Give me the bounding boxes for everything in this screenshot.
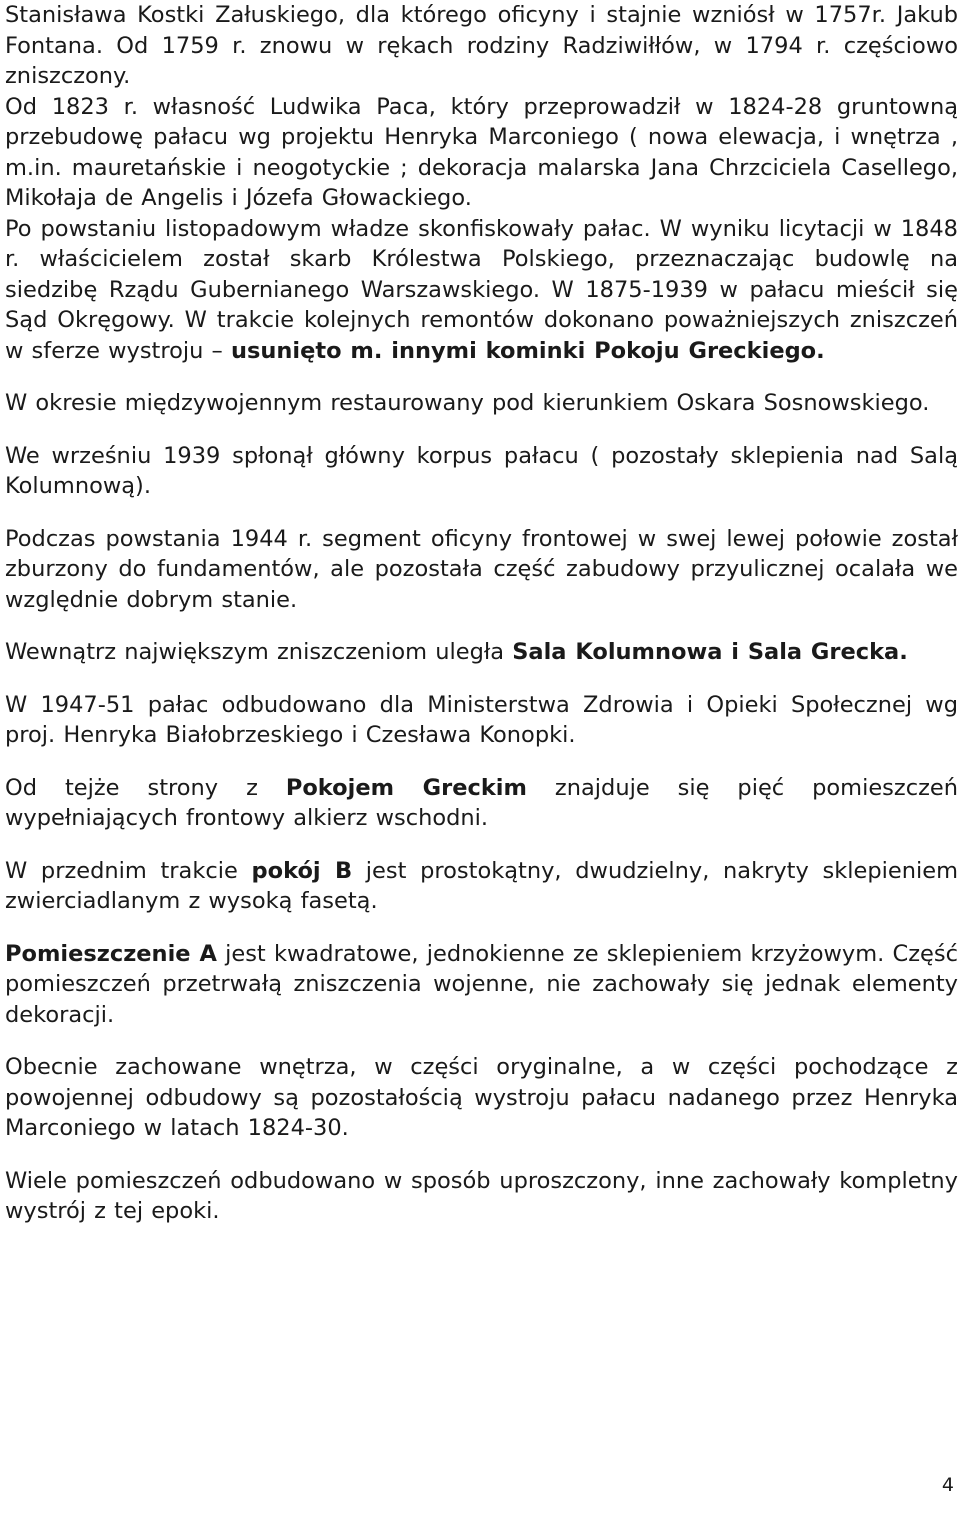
document-body (5, 0, 958, 1227)
bold-text: Sala Kolumnowa i Sala Grecka. (512, 639, 908, 665)
paragraph (5, 856, 958, 917)
text-run: Wewnątrz największym zniszczeniom uległa (5, 639, 513, 665)
paragraph-spacer (5, 1144, 958, 1166)
text-run: Od 1823 r. własność Ludwika Paca, który przeprowadził w 1824-28 gruntowną przebudowę pałacu wg projektu Henryka Marconiego ( nowa elewacja, i wnętrza , m.in. mauretańskie i neogotyckie ; dekoracja malarska Jana Chrzciciela Casellego, Mikołaja de Angelis i Józefa Głowackiego. (5, 93, 958, 211)
paragraph (5, 1052, 958, 1144)
text-run: Po powstaniu listopadowym władze skonfiskowały pałac. W wyniku licytacji w 1848 r. właścicielem został skarb Królestwa Polskiego, przeznaczając budowlę na siedzibę Rządu Gubernianego Warszawskiego. W 1875-1939 w pałacu mieścił się Sąd Okręgowy. W trakcie kolejnych remontów dokonano poważniejszych zniszczeń w sferze wystroju – (5, 215, 958, 364)
paragraph (5, 214, 958, 367)
paragraph-spacer (5, 917, 958, 939)
text-run: Podczas powstania 1944 r. segment oficyny frontowej w swej lewej połowie został zburzony do fundamentów, ale pozostała część zabudowy przyulicznej ocalała we względnie dobrym stanie. (5, 525, 958, 613)
paragraph-spacer (5, 419, 958, 441)
text-run: Od tejże strony z (5, 774, 286, 801)
paragraph (5, 92, 958, 214)
bold-text: pokój B (251, 857, 353, 884)
paragraph (5, 690, 958, 751)
text-run: Stanisława Kostki Załuskiego, dla którego oficyny i stajnie wzniósł w 1757r. Jakub Fontana. Od 1759 r. znowu w rękach rodziny Radziwiłłów, w 1794 r. częściowo zniszczony. (5, 2, 958, 89)
text-run: W 1947-51 pałac odbudowano dla Ministerstwa Zdrowia i Opieki Społecznej wg proj. Henryka Białobrzeskiego i Czesława Konopki. (5, 691, 958, 748)
document-page (5, 0, 958, 1227)
bold-text: Pokojem Greckim (285, 774, 527, 801)
page-number: 4 (941, 1474, 954, 1496)
text-run: znajduje się pięć pomieszczeń wypełniających frontowy alkierz wschodni. (5, 774, 958, 831)
paragraph (5, 939, 958, 1031)
text-run: W okresie międzywojennym restaurowany pod kierunkiem Oskara Sosnowskiego. (5, 390, 930, 416)
paragraph-spacer (5, 834, 958, 856)
paragraph-spacer (5, 366, 958, 388)
bold-text: usunięto m. innymi kominki Pokoju Greckiego. (230, 337, 825, 364)
text-run: W przednim trakcie (5, 857, 252, 884)
bold-text: Pomieszczenie A (5, 940, 217, 967)
paragraph-spacer (5, 502, 958, 524)
text-run: jest prostokątny, dwudzielny, nakryty sklepieniem zwierciadlanym z wysoką fasetą. (5, 857, 958, 914)
paragraph-spacer (5, 1030, 958, 1052)
paragraph (5, 1166, 958, 1227)
paragraph (5, 388, 958, 419)
paragraph (5, 524, 958, 616)
text-run: Wiele pomieszczeń odbudowano w sposób uproszczony, inne zachowały kompletny wystrój z tej epoki. (5, 1167, 958, 1224)
paragraph-spacer (5, 668, 958, 690)
paragraph (5, 637, 958, 668)
paragraph (5, 0, 958, 92)
paragraph (5, 773, 958, 834)
text-run: Obecnie zachowane wnętrza, w części oryginalne, a w części pochodzące z powojennej odbudowy są pozostałością wystroju pałacu nadanego przez Henryka Marconiego w latach 1824-30. (5, 1054, 958, 1141)
paragraph (5, 441, 958, 502)
text-run: jest kwadratowe, jednokienne ze sklepieniem krzyżowym. Część pomieszczeń przetrwałą zniszczenia wojenne, nie zachowały się jednak elementy dekoracji. (5, 940, 958, 1028)
paragraph-spacer (5, 751, 958, 773)
paragraph-spacer (5, 615, 958, 637)
text-run: We wrześniu 1939 spłonął główny korpus pałacu ( pozostały sklepienia nad Salą Kolumnową). (5, 442, 958, 499)
